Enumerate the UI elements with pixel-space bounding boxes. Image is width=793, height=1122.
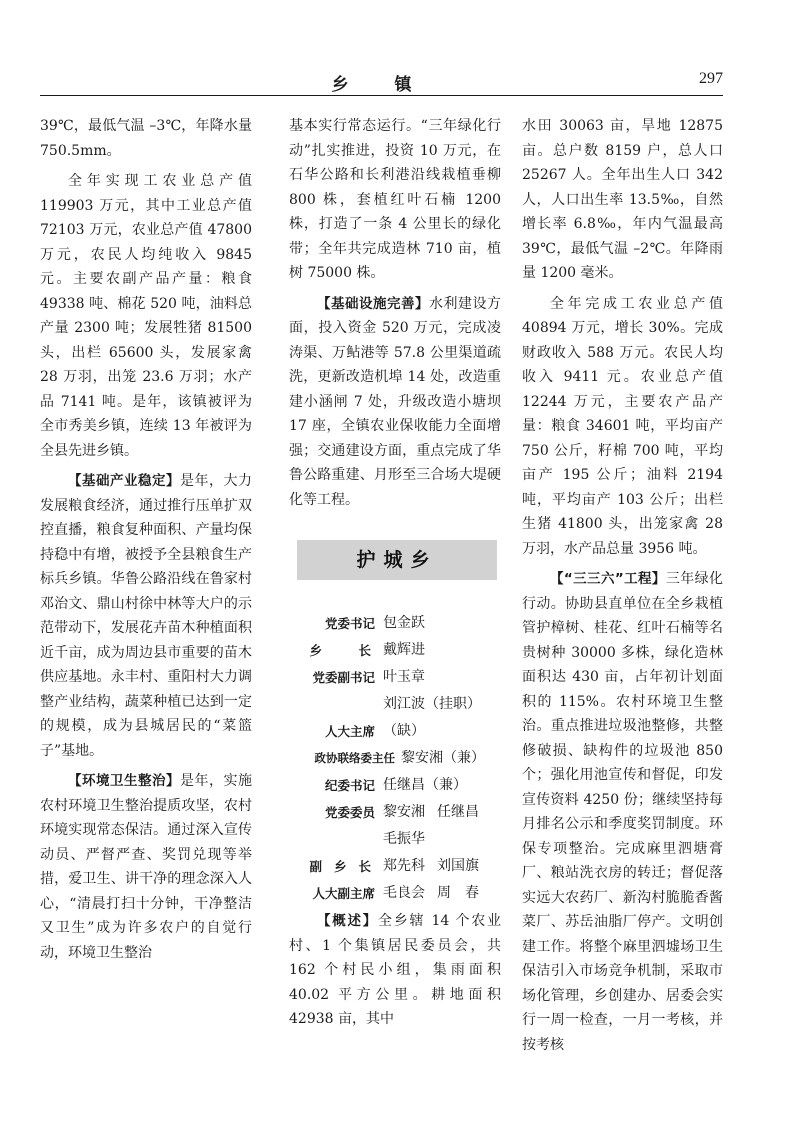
roster-row bbox=[289, 880, 501, 907]
roster-row bbox=[289, 826, 501, 853]
roster-name: 郑先科 bbox=[383, 858, 425, 874]
paragraph: 39℃，最低气温 –3℃，年降水量 750.5mm。 bbox=[40, 118, 252, 159]
roster-row bbox=[289, 718, 501, 745]
section-title: 【基础设施完善】 bbox=[317, 295, 429, 312]
roster-row bbox=[289, 664, 501, 691]
section-title: 【“三三六”工程】 bbox=[550, 571, 666, 587]
header-rule bbox=[40, 95, 723, 96]
roster-role: 副乡长 bbox=[309, 859, 383, 874]
roster-role: 人大主席 bbox=[324, 724, 375, 739]
paragraph: 全年实现工农业总产值 119903 万元，其中工业总产值 72103 万元，农业总产值 47800 万元，农民人均纯收入 9845 元。主要农副产品产量：粮食 49338 吨、棉花 520 吨，油料总产量 2300 吨；发展牲猪 81500 头，出栏 65600 头，发展家禽 28 万羽，出笼 23.6 万羽；水产品 7141 吨。是年，该镇被评为全市秀美乡镇，连续 13 年被评为全县先进乡镇。 bbox=[40, 173, 252, 459]
page-header bbox=[40, 60, 723, 96]
paragraph: 水田 30063 亩，旱地 12875 亩。总户数 8159 户，总人口 25267 人。全年出生人口 342 人，人口出生率 13.5‰，自然增长率 6.8‰，年内气温最高 39℃，最低气温 –2℃。年降雨量 1200 毫米。 bbox=[522, 118, 723, 281]
roster-name: 毛良会 bbox=[383, 885, 425, 901]
roster-row bbox=[289, 799, 501, 826]
section-heading: 护城乡 bbox=[297, 540, 497, 580]
roster-name: 黎安湘 bbox=[383, 804, 425, 820]
paragraph bbox=[289, 292, 501, 513]
roster-name: 刘江波（挂职） bbox=[383, 696, 481, 712]
roster-role: 党委副书记 bbox=[312, 670, 375, 685]
roster-name: 刘国旗 bbox=[437, 858, 479, 874]
roster-row bbox=[289, 637, 501, 664]
roster-role: 人大副主席 bbox=[312, 886, 375, 901]
paragraph: 全年完成工农业总产值 40894 万元，增长 30%。完成财政收入 588 万元。农民人均收入 9411 元。农业总产值 12244 万元，主要农产品产量：粮食 34601 吨，平均亩产 750 公斤，籽棉 700 吨，平均亩产 195 公斤；油料 2194 吨，平均亩产 103 公斤；出栏生猪 41800 头，出笼家禽 28 万羽，水产品总量 3956 吨。 bbox=[522, 295, 723, 557]
paragraph bbox=[289, 909, 501, 1032]
column-1 bbox=[40, 114, 252, 965]
roster-name: 戴辉进 bbox=[383, 642, 425, 658]
roster-role bbox=[289, 691, 383, 718]
roster-name: 任继昌（兼） bbox=[383, 777, 467, 793]
section-text: 是年，实施农村环境卫生整治提质攻坚，农村环境实现常态保洁。通过深入宣传动员、严督严查、奖罚兑现等举措，爱卫生、讲干净的理念深入人心，“清晨打扫十分钟，干净整洁又卫生”成为许多农户的自觉行动，环境卫生整治 bbox=[40, 773, 252, 961]
roster-name: 叶玉章 bbox=[383, 669, 425, 685]
column-2 bbox=[289, 114, 501, 1032]
paragraph bbox=[522, 567, 723, 1057]
roster-role: 乡 长 bbox=[309, 643, 383, 658]
roster-name: 黎安湘（兼） bbox=[401, 750, 485, 766]
section-title: 【环境卫生整治】 bbox=[68, 773, 180, 789]
page-number: 297 bbox=[699, 70, 723, 87]
roster-row bbox=[289, 691, 501, 718]
section-text: 三年绿化行动。协助县直单位在全乡栽植管护樟树、桂花、红叶石楠等名贵树种 30000 多株，绿化造林面积达 430 亩，占年初计划面积的 115%。农村环境卫生整治。重点推进垃圾池整修，共整修破损、缺构件的垃圾池 850 个；强化用池宣传和督促，印发宣传资料 4250 份；继续坚持每月排名公示和季度奖罚制度。环保专项整治。完成麻里泗塘膏厂、粮站洗衣房的转迁；督促落实远大农药厂、新沟村脆脆香酱菜厂、苏岳油脂厂停产。文明创建工作。将整个麻里泗墟场卫生保洁引入市场竞争机制，采取市场化管理，乡创建办、居委会实行一周一检查，一月一考核，并按考核 bbox=[522, 571, 723, 1053]
roster-role bbox=[289, 826, 383, 853]
roster-name: 任继昌 bbox=[437, 804, 479, 820]
section-title: 【概述】 bbox=[317, 913, 379, 929]
roster-row bbox=[289, 853, 501, 880]
roster-row bbox=[289, 610, 501, 637]
roster-role: 党委委员 bbox=[324, 805, 375, 820]
roster-name: （缺） bbox=[383, 723, 425, 739]
section-text: 水利建设方面，投入资金 520 万元，完成凌涛渠、万鲇港等 57.8 公里渠道疏洗，更新改造机埠 14 处，改造重建小涵闸 7 处，升级改造小塘坝 17 座，全镇农业保收能力全面增强；交通建设方面，重点完成了华鲁公路重建、月形至三合场大堤硬化等工程。 bbox=[289, 295, 501, 508]
roster-name: 包金跃 bbox=[383, 615, 425, 631]
column-3 bbox=[522, 114, 723, 1057]
section-text: 是年，大力发展粮食经济，通过推行压单扩双控直播，粮食复种面积、产量均保持稳中有增，被授予全县粮食生产标兵乡镇。华鲁公路沿线在鲁家村邓治文、鼎山村徐中林等大户的示范带动下，发展花卉苗木种植面积近千亩，成为周边县市重要的苗木供应基地。永丰村、重阳村大力调整产业结构，蔬菜种植已达到一定的规模，成为县城居民的“菜篮子”基地。 bbox=[40, 473, 252, 759]
leadership-roster bbox=[289, 610, 501, 907]
paragraph: 基本实行常态运行。“三年绿化行动”扎实推进，投资 10 万元，在石华公路和长利港沿线栽植垂柳 800 株，套植红叶石楠 1200 株，打造了一条 4 公里长的绿化带；全年共完成造林 710 亩，植树 75000 株。 bbox=[289, 118, 501, 281]
section-text: 全乡辖 14 个农业村、1 个集镇居民委员会，共 162 个村民小组，集雨面积 40.02 平方公里。耕地面积 42938 亩，其中 bbox=[289, 913, 501, 1027]
roster-role: 纪委书记 bbox=[324, 778, 375, 793]
running-title: 乡 镇 bbox=[331, 75, 432, 95]
paragraph bbox=[40, 469, 252, 763]
roster-role: 党委书记 bbox=[324, 616, 375, 631]
paragraph bbox=[40, 769, 252, 965]
roster-name: 周 春 bbox=[437, 885, 479, 901]
roster-role: 政协联络委主任 bbox=[314, 751, 395, 765]
roster-row bbox=[289, 745, 501, 772]
section-title: 【基础产业稳定】 bbox=[68, 473, 180, 489]
roster-name: 毛振华 bbox=[383, 831, 425, 847]
roster-row bbox=[289, 772, 501, 799]
